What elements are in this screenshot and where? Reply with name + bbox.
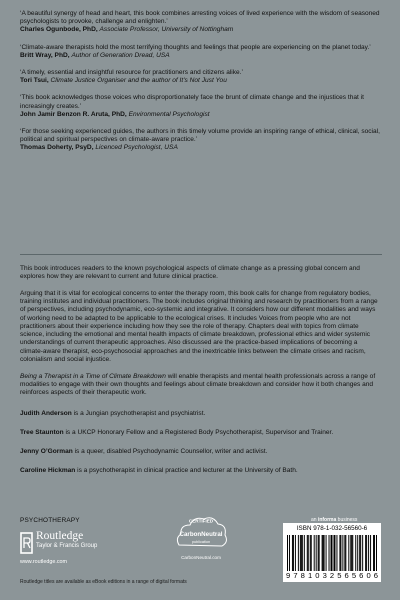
isbn-number: ISBN 978-1-032-56560-6 (296, 525, 368, 532)
praise-section (20, 10, 384, 162)
quote-attribution (20, 111, 384, 119)
barcode-digits (286, 571, 378, 580)
author-name: Caroline Hickman (20, 467, 76, 475)
barcode-digit: 9 (286, 571, 291, 580)
cover-footer (0, 498, 400, 600)
barcode-digit: 0 (366, 571, 371, 580)
publisher-website: www.routledge.com (20, 559, 68, 565)
barcode-digit: 2 (329, 571, 335, 580)
barcode-digit: 1 (307, 571, 313, 580)
quote-attribution (20, 52, 384, 60)
blurb-section (20, 265, 382, 486)
blurb-main: Arguing that it is vital for ecological concerns to enter the therapy room, this book calls for change from regulatory bodies, training institutes and individual practitioners. The book includes original thinking and research by practitioners from a range of perspectives, including psychodynamic, eco-systemic and integrative. It considers how our different modalities and ways of working need to be adapted to be applicable to the ecological crises. It includes Voices from people who are not practitioners about their experience including how they see the role of therapy. Chapters deal with topics from climate science, including the emotional and mental health impacts of climate breakdown, professional ethics and wider systemic understandings of current therapeutic approaches. Also discussed are the practice-based implications of becoming a climate-aware therapist, eco-psychosocial approaches and the inextricable links between the climate crises and racism, colonialism and social injustice. (20, 289, 378, 363)
barcode-digit: 6 (344, 571, 349, 580)
quote-author: Britt Wray, PhD, (20, 51, 70, 59)
praise-quote (20, 44, 384, 60)
quote-attribution (20, 144, 384, 152)
imprint-prefix: an (311, 517, 318, 523)
quote-text: ‘This book acknowledges those voices who disproportionately face the brunt of climate change and the injustices that it increasingly creates.’ (20, 94, 364, 110)
barcode-digit: 7 (293, 571, 298, 580)
routledge-logo-icon (20, 532, 33, 554)
isbn-barcode (283, 523, 381, 582)
barcode-digit: 8 (300, 571, 305, 580)
quote-attribution (20, 77, 384, 85)
carbon-badge-top: CERTIFIED (188, 518, 214, 524)
quote-author: Thomas Doherty, PsyD, (20, 144, 94, 152)
praise-quote (20, 94, 384, 119)
quote-author: Tori Tsui, (20, 77, 49, 85)
quote-author: John Jamir Benzon R. Aruta, PhD, (20, 110, 127, 118)
carbon-badge-sub: publication (191, 540, 211, 544)
barcode-bars (287, 535, 377, 571)
blurb-closing (20, 373, 382, 398)
imprint-suffix: business (336, 517, 358, 523)
carbon-badge-main: CarbonNeutral (179, 531, 223, 538)
author-bio-text: is a queer, disabled Psychodynamic Counsellor, writer and activist. (72, 448, 268, 456)
ebook-note: Routledge titles are available as eBook editions in a range of digital formats (20, 579, 187, 585)
imprint-brand: informa (317, 517, 337, 523)
subject-category: PSYCHOTHERAPY (20, 517, 80, 524)
quote-author-role: Associate Professor, University of Nottingham (99, 26, 234, 34)
quote-text: ‘For those seeking experienced guides, the authors in this timely volume provide an inspiring range of ethical, clinical, social, political and spiritual perspectives on climate-aware practice.’ (20, 128, 380, 144)
author-bios (20, 410, 382, 475)
praise-quote (20, 69, 384, 85)
publisher-name: Routledge (36, 530, 84, 542)
author-name: Jenny O’Gorman (20, 448, 73, 456)
author-name: Judith Anderson (20, 410, 72, 418)
quote-text: ‘A beautiful synergy of head and heart, this book combines arresting voices of lived experience with the wisdom of seasoned psychologists to provoke, challenge and enlighten.’ (20, 10, 380, 26)
praise-quote (20, 10, 384, 35)
barcode-digit: 6 (359, 571, 364, 580)
quote-author-role: Environmental Psychologist (128, 110, 210, 118)
author-bio-text: is a Jungian psychotherapist and psychiatrist. (71, 410, 206, 418)
barcode-digit: 3 (322, 571, 327, 580)
author-bio-text: is a UKCP Honorary Fellow and a Registered Body Psychotherapist, Supervisor and Trainer. (63, 429, 334, 437)
author-name: Tree Staunton (20, 429, 64, 437)
quote-author: Charles Ogunbode, PhD, (20, 26, 98, 34)
barcode-digit: 6 (373, 571, 378, 580)
book-title: Being a Therapist in a Time of Climate Breakdown (20, 372, 166, 380)
author-bio (20, 448, 382, 456)
quote-author-role: Licenced Psychologist, USA (95, 144, 178, 152)
barcode-digit: 5 (351, 571, 357, 580)
author-bio (20, 467, 382, 475)
carbon-neutral-badge-icon (171, 511, 231, 561)
blurb-closing-text: will enable therapists and mental health professionals across a range of modalities to engage with their own thoughts and feelings about climate breakdown and consider how it both changes and reinforces aspects of their therapeutic work. (20, 372, 376, 397)
publisher-group: Taylor & Francis Group (36, 543, 98, 549)
praise-quote (20, 128, 384, 153)
quote-author-role: Climate Justice Organiser and the author of It's Not Just You (50, 77, 227, 85)
barcode-digit: 0 (315, 571, 320, 580)
author-bio (20, 410, 382, 418)
author-bio (20, 429, 382, 437)
quote-author-role: Author of Generation Dread, USA (71, 51, 170, 59)
barcode-digit: 5 (337, 571, 342, 580)
author-bio-text: is a psychotherapist in clinical practice and lecturer at the University of Bath. (75, 467, 298, 475)
quote-text: ‘A timely, essential and insightful resource for practitioners and citizens alike.’ (20, 69, 243, 77)
quote-attribution (20, 26, 384, 34)
carbon-neutral-website: CarbonNeutral.com (181, 555, 221, 560)
blurb-intro: This book introduces readers to the known psychological aspects of climate change as a pressing global concern and explores how they are relevant to current and future clinical practice. (20, 265, 360, 281)
section-divider (20, 254, 382, 255)
quote-text: ‘Climate-aware therapists hold the most terrifying thoughts and feelings that people are experiencing on the planet today.’ (20, 43, 371, 51)
